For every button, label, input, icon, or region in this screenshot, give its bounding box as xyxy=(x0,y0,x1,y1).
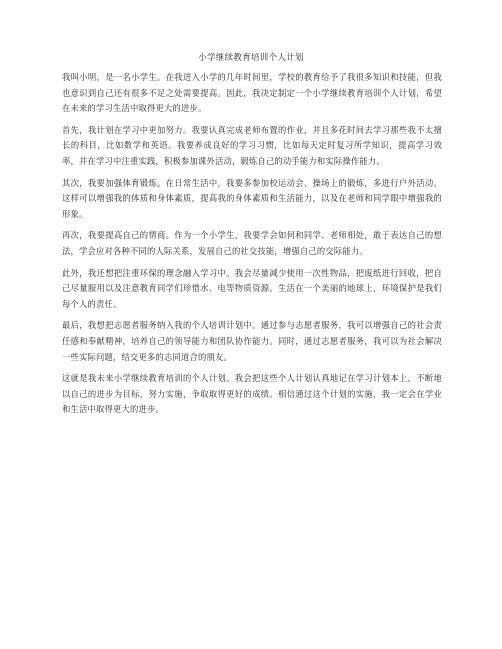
paragraph-eq: 再次，我要提高自己的情商。作为一个小学生，我要学会如何和同学、老师相处，敢于表达自己的想法，学会应对各种不同的人际关系，发展自己的社交技能，增强自己的交际能力。 xyxy=(62,230,442,256)
document-title: 小学继续教育培训个人计划 xyxy=(198,53,304,63)
document-body xyxy=(62,70,442,424)
paragraph-environment: 此外，我还想把注重环保的理念融入学习中。我会尽量减少使用一次性物品，把废纸进行回收，把自己尽量服用以及注意教育同学们珍惜水、电等物质资源。生活在一个美丽的地球上，环境保护是我们每个人的责任。 xyxy=(62,267,442,309)
paragraph-study: 首先，我计划在学习中更加努力。我要认真完成老师布置的作业，并且多花时间去学习那些我不太擅长的科目，比如数学和英语。我要养成良好的学习习惯，比如每天定时复习所学知识，提高学习效率，并在学习中注重实践，积极参加课外活动，锻炼自己的动手能力和实际操作能力。 xyxy=(62,124,442,166)
paragraph-intro: 我叫小明，是一名小学生。在我进入小学的几年时间里，学校的教育给予了我很多知识和技能，但我也意识到自己还有很多不足之处需要提高。因此，我决定制定一个小学继续教育培训个人计划，希望在未来的学习生活中取得更大的进步。 xyxy=(62,72,442,114)
paragraph-exercise: 其次，我要加强体育锻炼。在日常生活中，我要多参加校运动会、操场上的锻炼，多进行户外活动。这样可以增强我的体质和身体素质，提高我的身体素质和生活能力，以及在老师和同学眼中增强我的形象。 xyxy=(62,177,442,219)
paragraph-volunteer: 最后，我想把志愿者服务纳入我的个人培训计划中。通过参与志愿者服务，我可以增强自己的社会责任感和奉献精神，培养自己的领导能力和团队协作能力。同时，通过志愿者服务，我可以为社会解决一些实际问题，结交更多的志同道合的朋友。 xyxy=(62,320,442,362)
paragraph-conclusion: 这就是我未来小学继续教育培训的个人计划。我会把这些个人计划认真地记在学习计划本上，不断地以自己的进步为目标，努力实施，争取取得更好的成绩。相信通过这个计划的实施，我一定会在学业和生活中取得更大的进步。 xyxy=(62,373,442,415)
